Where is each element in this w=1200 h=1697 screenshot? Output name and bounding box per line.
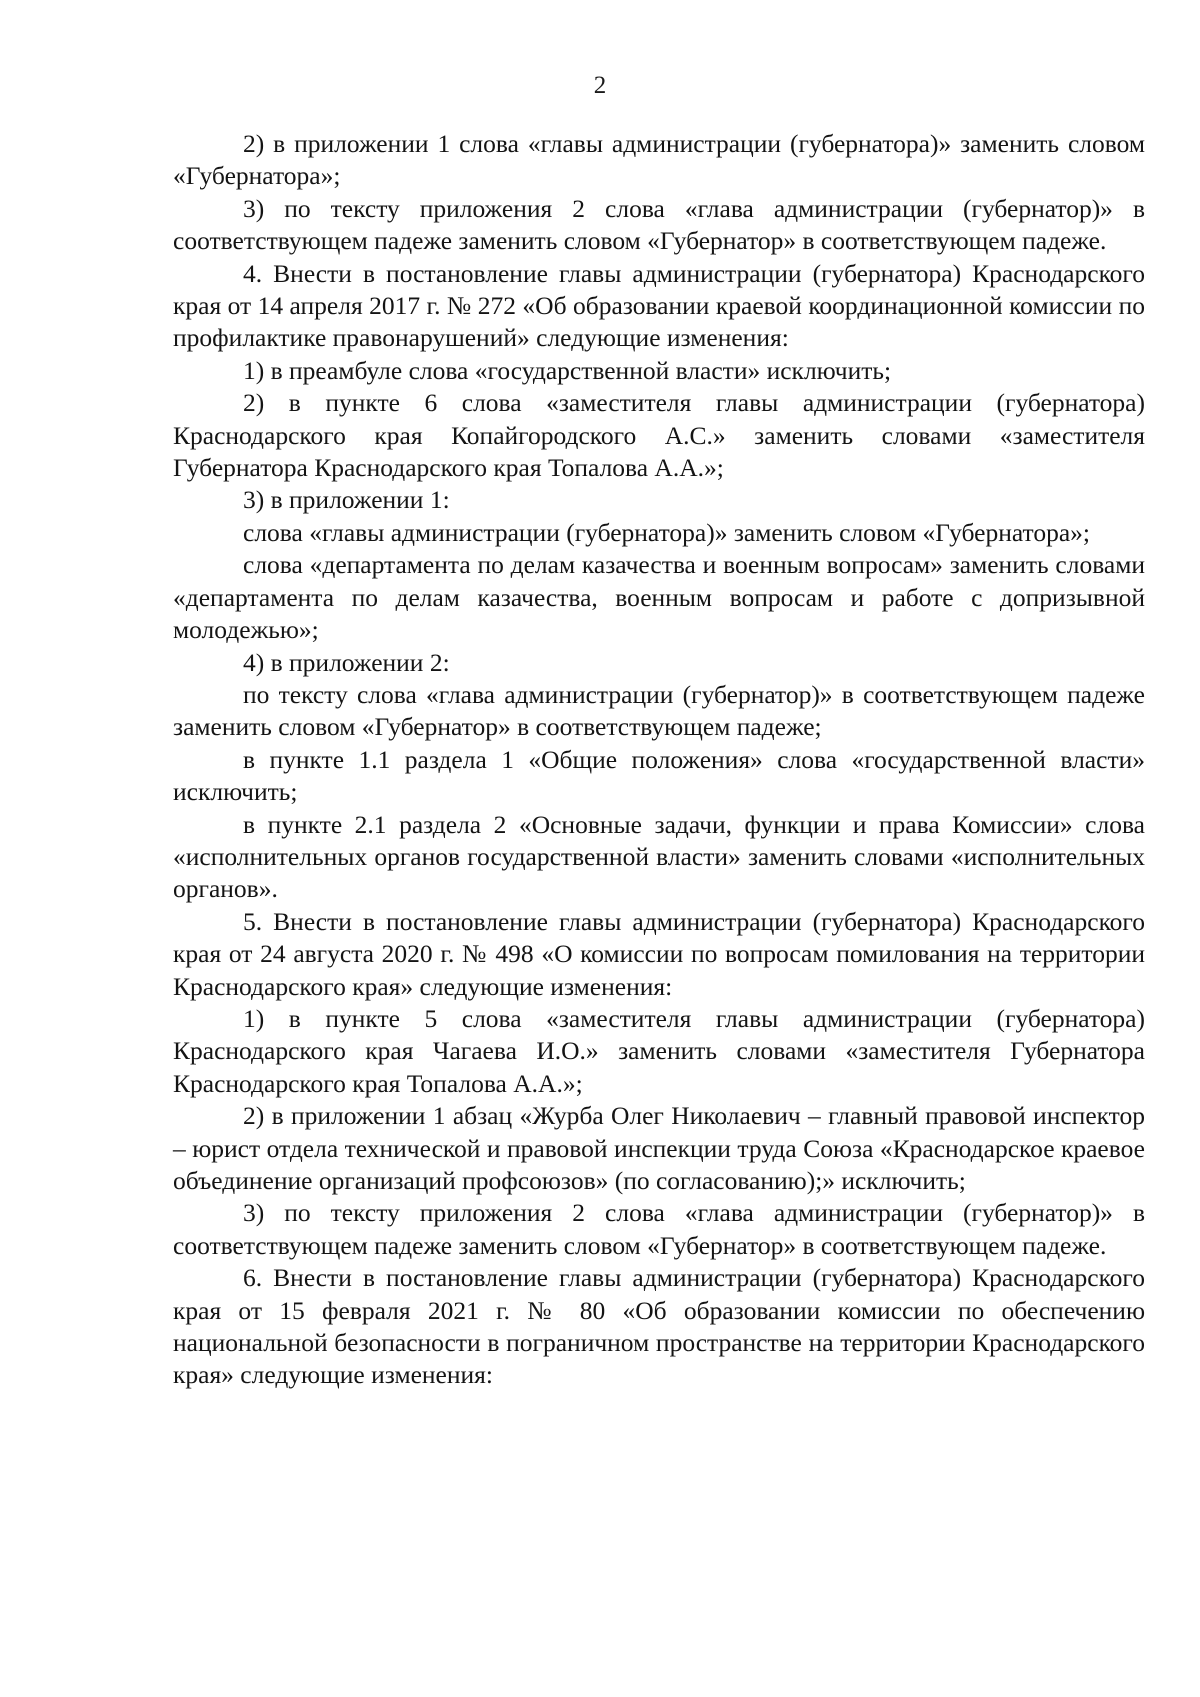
paragraph: в пункте 2.1 раздела 2 «Основные задачи, функции и права Комиссии» слова «исполнительных органов государственной власти» заменить словами «исполнительных органов».: [173, 809, 1145, 904]
paragraph: 3) по тексту приложения 2 слова «глава администрации (губернатор)» в соответствующем падеже заменить словом «Губернатор» в соответствующем падеже.: [173, 193, 1145, 256]
document-body: [173, 128, 1145, 1392]
paragraph: слова «главы администрации (губернатора)» заменить словом «Губернатора»;: [243, 517, 1090, 547]
paragraph: 5. Внести в постановление главы администрации (губернатора) Краснодарского края от 24 августа 2020 г. № 498 «О комиссии по вопросам помилования на территории Краснодарского края» следующие изменения:: [173, 906, 1145, 1001]
paragraph: 4. Внести в постановление главы администрации (губернатора) Краснодарского края от 14 апреля 2017 г. № 272 «Об образовании краевой координационной комиссии по профилактике правонарушений» следующие изменения:: [173, 258, 1145, 353]
paragraph: 1) в преамбуле слова «государственной власти» исключить;: [243, 355, 892, 385]
paragraph: слова «департамента по делам казачества и военным вопросам» заменить словами «департамента по делам казачества, военным вопросам и работе с допризывной молодежью»;: [173, 550, 1145, 645]
paragraph: в пункте 1.1 раздела 1 «Общие положения» слова «государственной власти» исключить;: [173, 744, 1145, 807]
paragraph: 1) в пункте 5 слова «заместителя главы администрации (губернатора) Краснодарского края Чагаева И.О.» заменить словами «заместителя Губернатора Краснодарского края Топалова А.А.»;: [173, 1003, 1145, 1098]
paragraph: 2) в приложении 1 абзац «Журба Олег Николаевич – главный правовой инспектор – юрист отдела технической и правовой инспекции труда Союза «Краснодарское краевое объединение организаций профсоюзов» (по согласованию);» исключить;: [173, 1101, 1145, 1195]
paragraph: по тексту слова «глава администрации (губернатор)» в соответствующем падеже заменить словом «Губернатор» в соответствующем падеже;: [173, 679, 1145, 742]
paragraph: 2) в пункте 6 слова «заместителя главы администрации (губернатора) Краснодарского края Копайгородского А.С.» заменить словами «заместителя Губернатора Краснодарского края Топалова А.А.»;: [173, 388, 1145, 483]
paragraph: 3) в приложении 1:: [243, 485, 450, 515]
paragraph: 3) по тексту приложения 2 слова «глава администрации (губернатор)» в соответствующем падеже заменить словом «Губернатор» в соответствующем падеже.: [173, 1198, 1145, 1260]
paragraph: 6. Внести в постановление главы администрации (губернатора) Краснодарского края от 15 февраля 2021 г. № 80 «Об образовании комиссии по обеспечению национальной безопасности в пограничном пространстве на территории Краснодарского края» следующие изменения:: [173, 1263, 1145, 1390]
page-number: 2: [593, 72, 607, 99]
paragraph: 2) в приложении 1 слова «главы администрации (губернатора)» заменить словом «Губернатора»;: [173, 129, 1145, 191]
paragraph: 4) в приложении 2:: [243, 647, 450, 677]
